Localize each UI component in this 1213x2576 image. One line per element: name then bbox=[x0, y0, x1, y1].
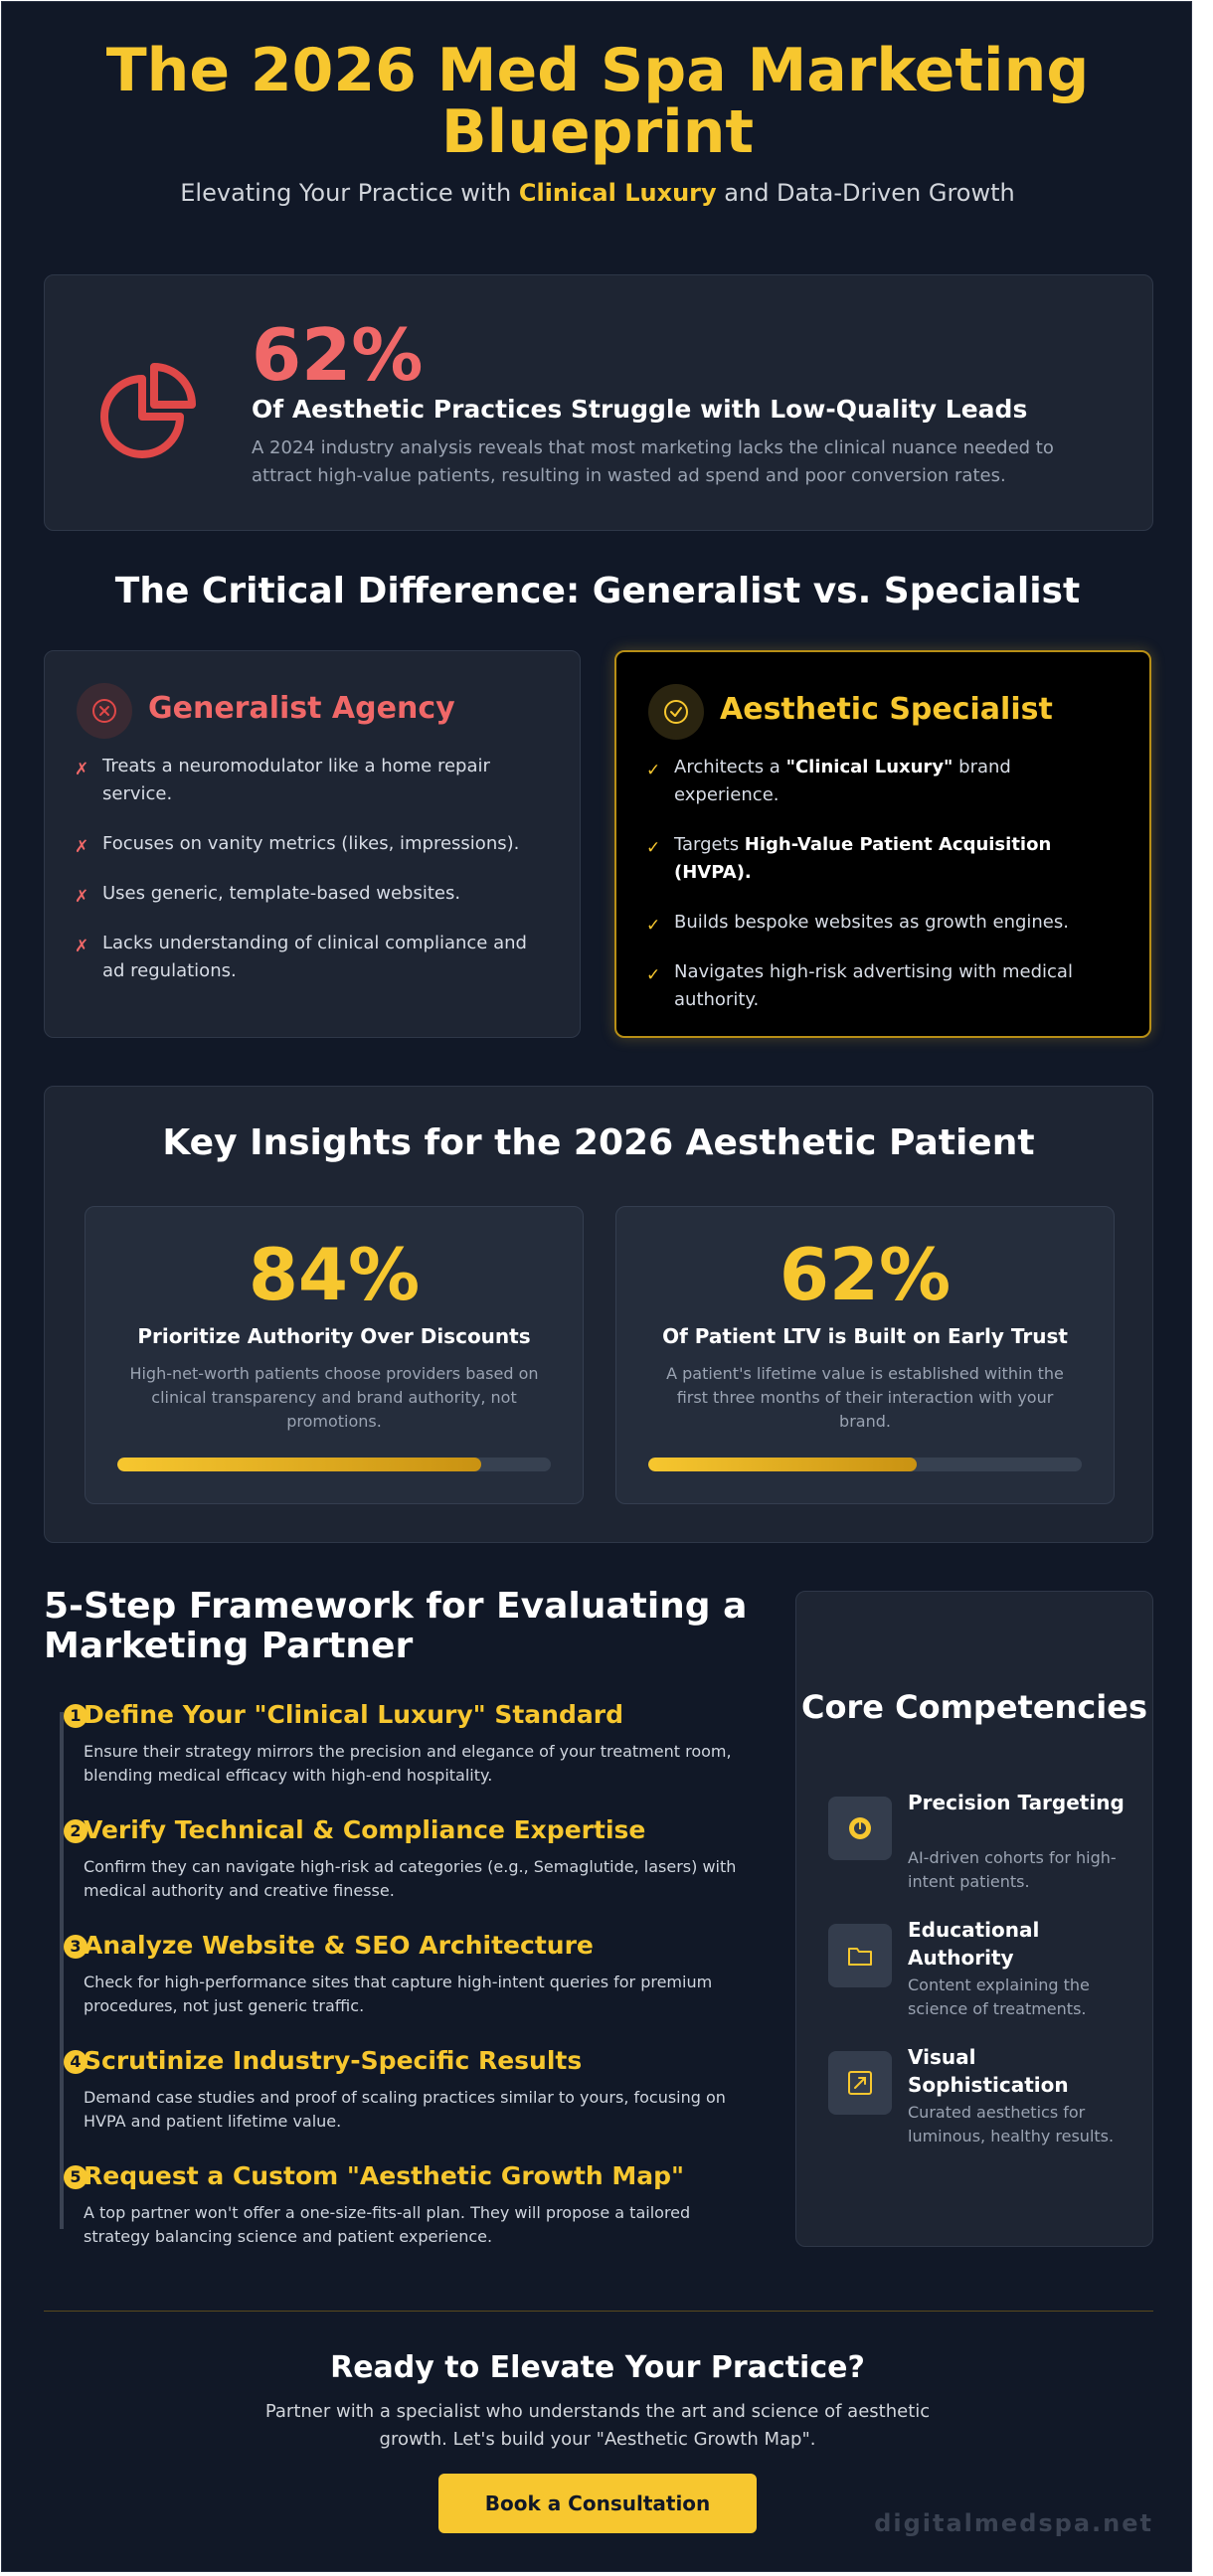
cross-icon: ✗ bbox=[75, 837, 89, 857]
step-description: A top partner won't offer a one-size-fits-all plan. They will propose a tailored strategy balancing science and patient experience. bbox=[84, 2203, 691, 2246]
cta-description: Partner with a specialist who understands the art and science of aesthetic growth. Let's build your "Aesthetic Growth Map". bbox=[264, 2401, 931, 2450]
list-item-text: Targets bbox=[674, 834, 745, 855]
cta-title: Ready to Elevate Your Practice? bbox=[330, 2350, 865, 2385]
list-item bbox=[75, 880, 542, 908]
competency-description: Curated aesthetics for luminous, healthy results. bbox=[908, 2103, 1115, 2146]
lead-quality-stat-card bbox=[44, 274, 1153, 531]
step-number: 1 bbox=[64, 1704, 87, 1728]
cross-icon: ✗ bbox=[75, 937, 89, 956]
list-item bbox=[646, 754, 1114, 809]
page-subtitle bbox=[62, 179, 1133, 207]
check-icon: ✓ bbox=[646, 916, 661, 936]
step-number: 2 bbox=[64, 1819, 87, 1843]
list-item-text: Treats a neuromodulator like a home repair service. bbox=[102, 756, 490, 804]
list-item bbox=[75, 930, 542, 985]
key-insights-section bbox=[44, 1086, 1153, 1543]
insight-description: High-net-worth patients choose providers based on clinical transparency and brand authority, not promotions. bbox=[129, 1364, 539, 1431]
step-number: 5 bbox=[64, 2165, 87, 2189]
check-icon: ✓ bbox=[646, 761, 661, 780]
step-number: 4 bbox=[64, 2050, 87, 2074]
timeline-line bbox=[60, 1712, 64, 2229]
step-title: Verify Technical & Compliance Expertise bbox=[84, 1815, 646, 1844]
list-item-text: Focuses on vanity metrics (likes, impressions). bbox=[102, 833, 520, 854]
cross-icon: ✗ bbox=[75, 887, 89, 907]
progress-bar-fill bbox=[648, 1458, 917, 1471]
list-item-text: Lacks understanding of clinical compliance and ad regulations. bbox=[102, 933, 527, 981]
list-item bbox=[646, 831, 1114, 887]
competencies-title: Core Competencies bbox=[801, 1688, 1147, 1726]
insights-title: Key Insights for the 2026 Aesthetic Patient bbox=[162, 1122, 1035, 1163]
step-description: Demand case studies and proof of scaling practices similar to yours, focusing on HVPA and patient lifetime value. bbox=[84, 2088, 726, 2131]
competency-description: Content explaining the science of treatments. bbox=[908, 1975, 1090, 2018]
list-item bbox=[646, 958, 1114, 1014]
target-icon bbox=[828, 1797, 892, 1860]
insight-card-authority bbox=[85, 1206, 584, 1504]
insight-headline: Prioritize Authority Over Discounts bbox=[137, 1324, 531, 1348]
step-description: Ensure their strategy mirrors the precision and elegance of your treatment room, blending medical efficacy with high-end hospitality. bbox=[84, 1742, 732, 1785]
progress-bar bbox=[648, 1458, 1082, 1471]
site-watermark: digitalmedspa.net bbox=[874, 2509, 1153, 2537]
competency-name: Educational Authority bbox=[908, 1918, 1040, 1970]
page-title: The 2026 Med Spa Marketing Blueprint bbox=[105, 36, 1090, 167]
insight-headline: Of Patient LTV is Built on Early Trust bbox=[662, 1324, 1068, 1348]
stat-headline: Of Aesthetic Practices Struggle with Low-Quality Leads bbox=[252, 395, 1028, 424]
subtitle-text: Elevating Your Practice with bbox=[180, 179, 519, 207]
framework-title: 5-Step Framework for Evaluating a Marketing Partner bbox=[44, 1586, 748, 1666]
x-circle-icon bbox=[77, 683, 132, 739]
stat-value: 62% bbox=[252, 313, 424, 397]
competency-name: Precision Targeting bbox=[908, 1791, 1125, 1814]
step-description: Check for high-performance sites that capture high-intent queries for premium procedures, not just generic traffic. bbox=[84, 1973, 713, 2015]
insight-card-trust bbox=[615, 1206, 1115, 1504]
infographic-page bbox=[1, 1, 1192, 2572]
generalist-title: Generalist Agency bbox=[148, 691, 455, 726]
list-item-text: Architects a bbox=[674, 757, 786, 777]
comparison-title: The Critical Difference: Generalist vs. Specialist bbox=[114, 571, 1081, 611]
progress-bar bbox=[117, 1458, 551, 1471]
insight-description: A patient's lifetime value is established within the first three months of their interaction with your brand. bbox=[666, 1364, 1064, 1431]
image-icon bbox=[828, 2051, 892, 2115]
generalist-agency-card bbox=[44, 650, 581, 1038]
competency-description: AI-driven cohorts for high-intent patients. bbox=[908, 1848, 1117, 1891]
step-title: Scrutinize Industry-Specific Results bbox=[84, 2046, 583, 2075]
check-icon: ✓ bbox=[646, 838, 661, 858]
specialist-title: Aesthetic Specialist bbox=[720, 692, 1053, 727]
specialist-list bbox=[646, 754, 1114, 1036]
subtitle-text-end: and Data-Driven Growth bbox=[716, 179, 1015, 207]
stat-description: A 2024 industry analysis reveals that most marketing lacks the clinical nuance needed to attract high-value patients, resulting in wasted ad spend and poor conversion rates. bbox=[252, 437, 1054, 486]
insight-value: 84% bbox=[248, 1233, 421, 1316]
list-item-text: Builds bespoke websites as growth engines. bbox=[674, 912, 1069, 933]
generalist-list bbox=[75, 753, 542, 1007]
step-title: Analyze Website & SEO Architecture bbox=[84, 1931, 594, 1960]
book-consultation-button[interactable]: Book a Consultation bbox=[438, 2474, 757, 2533]
list-item bbox=[75, 753, 542, 808]
list-item-text: Navigates high-risk advertising with medical authority. bbox=[674, 961, 1073, 1010]
step-title: Request a Custom "Aesthetic Growth Map" bbox=[84, 2161, 685, 2190]
aesthetic-specialist-card bbox=[614, 650, 1151, 1038]
divider bbox=[44, 2311, 1153, 2312]
pie-chart-icon bbox=[94, 355, 204, 464]
step-description: Confirm they can navigate high-risk ad categories (e.g., Semaglutide, lasers) with medical authority and creative finesse. bbox=[84, 1857, 737, 1900]
step-title: Define Your "Clinical Luxury" Standard bbox=[84, 1700, 623, 1729]
subtitle-highlight: Clinical Luxury bbox=[518, 179, 717, 207]
step-number: 3 bbox=[64, 1935, 87, 1959]
list-item-bold: "Clinical Luxury" bbox=[785, 757, 953, 777]
list-item bbox=[75, 830, 542, 858]
insight-value: 62% bbox=[779, 1233, 952, 1316]
list-item bbox=[646, 909, 1114, 937]
list-item-text: brand experience. bbox=[674, 757, 1011, 805]
progress-bar-fill bbox=[117, 1458, 481, 1471]
check-icon: ✓ bbox=[646, 965, 661, 985]
competency-name: Visual Sophistication bbox=[908, 2045, 1069, 2097]
folder-icon bbox=[828, 1924, 892, 1987]
core-competencies-card bbox=[795, 1591, 1153, 2247]
cross-icon: ✗ bbox=[75, 760, 89, 779]
list-item-bold: High-Value Patient Acquisition (HVPA). bbox=[674, 834, 1052, 883]
check-circle-icon bbox=[648, 684, 704, 740]
list-item-text: Uses generic, template-based websites. bbox=[102, 883, 461, 904]
